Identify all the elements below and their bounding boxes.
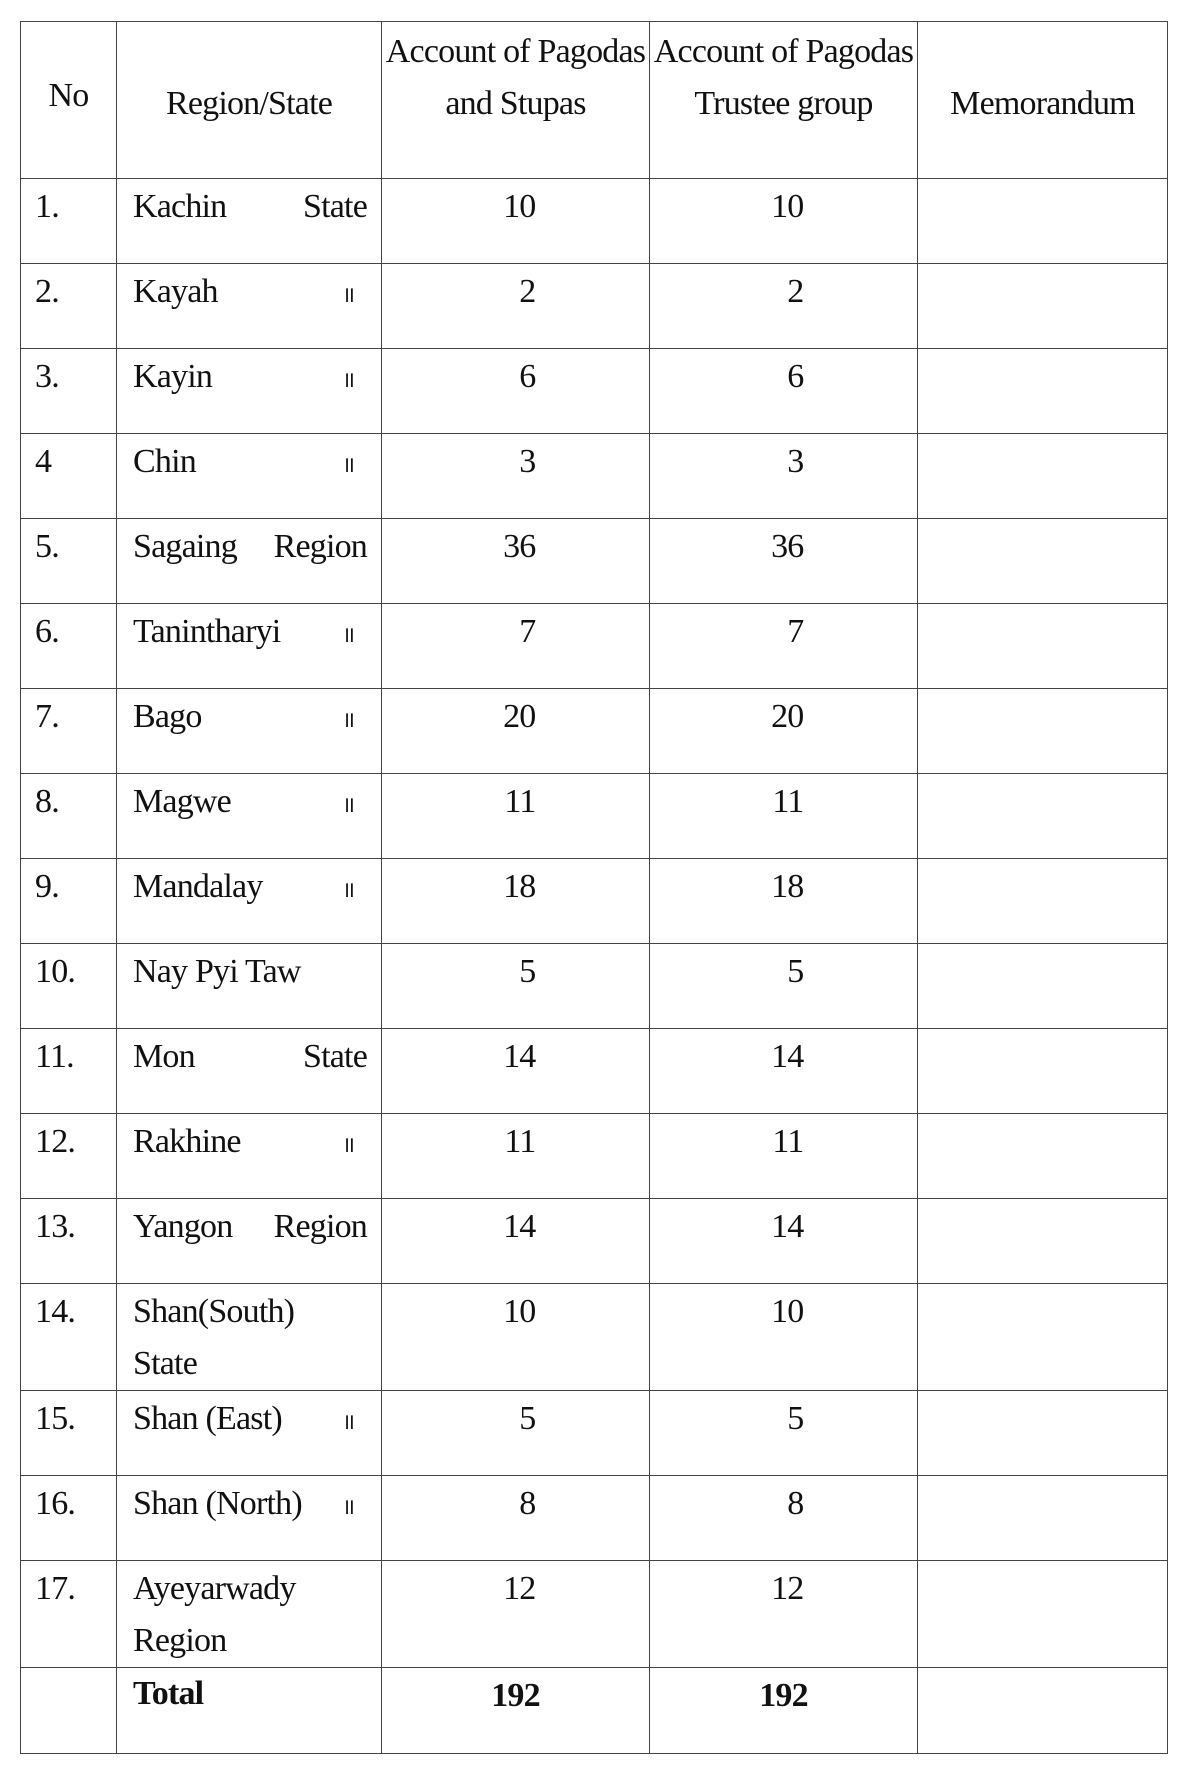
memorandum-cell — [918, 944, 1168, 1029]
total-value: 192 — [759, 1677, 808, 1714]
region-name — [117, 1561, 382, 1668]
count-value: 3 — [787, 443, 804, 480]
row-number: 12. — [21, 1114, 117, 1199]
count-value: 14 — [771, 1038, 804, 1075]
pagodas-stupas-count — [382, 859, 650, 944]
trustee-group-count — [650, 1391, 918, 1476]
trustee-group-count — [650, 349, 918, 434]
memorandum-cell — [918, 434, 1168, 519]
memorandum-cell — [918, 774, 1168, 859]
count-value: 18 — [771, 868, 804, 905]
pagodas-stupas-count — [382, 1476, 650, 1561]
count-value: 10 — [503, 188, 536, 225]
count-value: 2 — [787, 273, 804, 310]
count-value: 5 — [787, 1400, 804, 1437]
region-label: Ayeyarwady — [133, 1570, 296, 1607]
total-memorandum-cell — [918, 1668, 1168, 1754]
pagodas-stupas-count — [382, 1284, 650, 1391]
trustee-group-count — [650, 689, 918, 774]
pagodas-stupas-count — [382, 1391, 650, 1476]
count-value: 8 — [787, 1485, 804, 1522]
table-body — [21, 179, 1168, 1754]
count-value: 5 — [519, 1400, 536, 1437]
row-number: 14. — [21, 1284, 117, 1391]
memorandum-cell — [918, 1284, 1168, 1391]
count-value: 20 — [771, 698, 804, 735]
region-name — [117, 944, 382, 1029]
count-value: 14 — [503, 1208, 536, 1245]
table-row — [21, 944, 1168, 1029]
table-header-row — [21, 22, 1168, 179]
region-label: Chin — [133, 443, 196, 480]
document-sheet — [20, 21, 1168, 1754]
region-suffix: State — [133, 1345, 197, 1382]
ditto-mark: ॥ — [341, 708, 353, 733]
memorandum-cell — [918, 1029, 1168, 1114]
count-value: 11 — [772, 1123, 804, 1160]
row-number: 10. — [21, 944, 117, 1029]
row-number: 9. — [21, 859, 117, 944]
row-number: 2. — [21, 264, 117, 349]
pagodas-stupas-count — [382, 349, 650, 434]
memorandum-cell — [918, 1114, 1168, 1199]
ditto-mark: ॥ — [341, 878, 353, 903]
region-label: Kachin — [133, 188, 227, 225]
ditto-mark: ॥ — [341, 1495, 353, 1520]
ditto-mark: ॥ — [341, 1410, 353, 1435]
count-value: 18 — [503, 868, 536, 905]
header-region-state: Region/State — [117, 22, 382, 179]
ditto-mark: ॥ — [341, 1133, 353, 1158]
count-value: 11 — [504, 1123, 536, 1160]
region-suffix: State — [303, 1038, 367, 1075]
total-trustee-group — [650, 1668, 918, 1754]
count-value: 11 — [772, 783, 804, 820]
region-name — [117, 264, 382, 349]
row-number: 1. — [21, 179, 117, 264]
ditto-mark: ॥ — [341, 368, 353, 393]
memorandum-cell — [918, 519, 1168, 604]
region-suffix: State — [303, 188, 367, 225]
ditto-mark: ॥ — [341, 623, 353, 648]
region-suffix: Region — [273, 528, 367, 565]
region-name — [117, 1476, 382, 1561]
memorandum-cell — [918, 1561, 1168, 1668]
count-value: 7 — [787, 613, 804, 650]
row-number: 7. — [21, 689, 117, 774]
table-row — [21, 1391, 1168, 1476]
total-label: Total — [117, 1668, 382, 1754]
region-name — [117, 349, 382, 434]
pagodas-stupas-count — [382, 1029, 650, 1114]
count-value: 10 — [771, 188, 804, 225]
memorandum-cell — [918, 1476, 1168, 1561]
memorandum-cell — [918, 1391, 1168, 1476]
table-row — [21, 1284, 1168, 1391]
trustee-group-count — [650, 264, 918, 349]
pagodas-stupas-count — [382, 519, 650, 604]
header-account-pagodas-stupas: Account of Pagodas and Stupas — [382, 22, 650, 179]
count-value: 5 — [787, 953, 804, 990]
region-label: Mon — [133, 1038, 195, 1075]
memorandum-cell — [918, 604, 1168, 689]
header-no: No — [21, 22, 117, 179]
table-row — [21, 859, 1168, 944]
region-name — [117, 1199, 382, 1284]
region-label: Magwe — [133, 783, 231, 820]
pagodas-stupas-count — [382, 179, 650, 264]
region-label: Yangon — [133, 1208, 233, 1245]
table-row — [21, 1199, 1168, 1284]
count-value: 14 — [771, 1208, 804, 1245]
header-account-trustee-group: Account of Pagodas Trustee group — [650, 22, 918, 179]
count-value: 10 — [771, 1293, 804, 1330]
table-row — [21, 1476, 1168, 1561]
row-number: 4 — [21, 434, 117, 519]
region-label: Sagaing — [133, 528, 237, 565]
trustee-group-count — [650, 859, 918, 944]
ditto-mark: ॥ — [341, 453, 353, 478]
row-number: 16. — [21, 1476, 117, 1561]
total-pagodas-stupas — [382, 1668, 650, 1754]
trustee-group-count — [650, 1284, 918, 1391]
region-name — [117, 519, 382, 604]
count-value: 3 — [519, 443, 536, 480]
table-row — [21, 1029, 1168, 1114]
pagodas-stupas-count — [382, 434, 650, 519]
region-name — [117, 1284, 382, 1391]
trustee-group-count — [650, 944, 918, 1029]
trustee-group-count — [650, 519, 918, 604]
count-value: 7 — [519, 613, 536, 650]
count-value: 12 — [771, 1570, 804, 1607]
row-number: 15. — [21, 1391, 117, 1476]
row-number: 17. — [21, 1561, 117, 1668]
memorandum-cell — [918, 179, 1168, 264]
trustee-group-count — [650, 1029, 918, 1114]
trustee-group-count — [650, 434, 918, 519]
region-label: Shan(South) — [133, 1293, 295, 1330]
table-row — [21, 1114, 1168, 1199]
total-value: 192 — [491, 1677, 540, 1714]
memorandum-cell — [918, 349, 1168, 434]
region-label: Nay Pyi Taw — [133, 953, 301, 990]
region-name — [117, 604, 382, 689]
trustee-group-count — [650, 774, 918, 859]
region-name — [117, 1029, 382, 1114]
row-number: 11. — [21, 1029, 117, 1114]
region-label: Rakhine — [133, 1123, 241, 1160]
count-value: 6 — [519, 358, 536, 395]
region-name — [117, 689, 382, 774]
count-value: 36 — [503, 528, 536, 565]
region-suffix: Region — [273, 1208, 367, 1245]
row-number: 5. — [21, 519, 117, 604]
trustee-group-count — [650, 179, 918, 264]
region-label: Kayin — [133, 358, 213, 395]
ditto-mark: ॥ — [341, 793, 353, 818]
region-name — [117, 434, 382, 519]
count-value: 12 — [503, 1570, 536, 1607]
trustee-group-count — [650, 1199, 918, 1284]
table-row — [21, 689, 1168, 774]
pagodas-stupas-count — [382, 689, 650, 774]
row-number: 3. — [21, 349, 117, 434]
pagodas-stupas-count — [382, 1114, 650, 1199]
table-row — [21, 349, 1168, 434]
pagodas-stupas-count — [382, 774, 650, 859]
row-number: 13. — [21, 1199, 117, 1284]
region-name — [117, 1391, 382, 1476]
table-row — [21, 264, 1168, 349]
count-value: 10 — [503, 1293, 536, 1330]
pagodas-stupas-count — [382, 1199, 650, 1284]
region-label: Kayah — [133, 273, 218, 310]
count-value: 11 — [504, 783, 536, 820]
region-name — [117, 774, 382, 859]
memorandum-cell — [918, 1199, 1168, 1284]
region-label: Tanintharyi — [133, 613, 281, 650]
memorandum-cell — [918, 689, 1168, 774]
trustee-group-count — [650, 1476, 918, 1561]
region-label: Bago — [133, 698, 202, 735]
count-value: 36 — [771, 528, 804, 565]
memorandum-cell — [918, 859, 1168, 944]
count-value: 8 — [519, 1485, 536, 1522]
pagoda-count-table — [20, 21, 1168, 1754]
region-label: Shan (North) — [133, 1485, 302, 1522]
total-no-cell — [21, 1668, 117, 1754]
region-name — [117, 179, 382, 264]
count-value: 6 — [787, 358, 804, 395]
count-value: 2 — [519, 273, 536, 310]
pagodas-stupas-count — [382, 944, 650, 1029]
row-number: 6. — [21, 604, 117, 689]
region-name — [117, 859, 382, 944]
memorandum-cell — [918, 264, 1168, 349]
ditto-mark: ॥ — [341, 283, 353, 308]
header-memorandum: Memorandum — [918, 22, 1168, 179]
count-value: 5 — [519, 953, 536, 990]
table-row — [21, 774, 1168, 859]
pagodas-stupas-count — [382, 264, 650, 349]
total-row — [21, 1668, 1168, 1754]
region-label: Mandalay — [133, 868, 263, 905]
region-name — [117, 1114, 382, 1199]
trustee-group-count — [650, 1561, 918, 1668]
pagodas-stupas-count — [382, 1561, 650, 1668]
table-row — [21, 434, 1168, 519]
row-number: 8. — [21, 774, 117, 859]
table-row — [21, 179, 1168, 264]
region-suffix: Region — [133, 1622, 227, 1659]
table-row — [21, 604, 1168, 689]
count-value: 14 — [503, 1038, 536, 1075]
trustee-group-count — [650, 604, 918, 689]
count-value: 20 — [503, 698, 536, 735]
table-row — [21, 519, 1168, 604]
pagodas-stupas-count — [382, 604, 650, 689]
trustee-group-count — [650, 1114, 918, 1199]
table-row — [21, 1561, 1168, 1668]
region-label: Shan (East) — [133, 1400, 282, 1437]
